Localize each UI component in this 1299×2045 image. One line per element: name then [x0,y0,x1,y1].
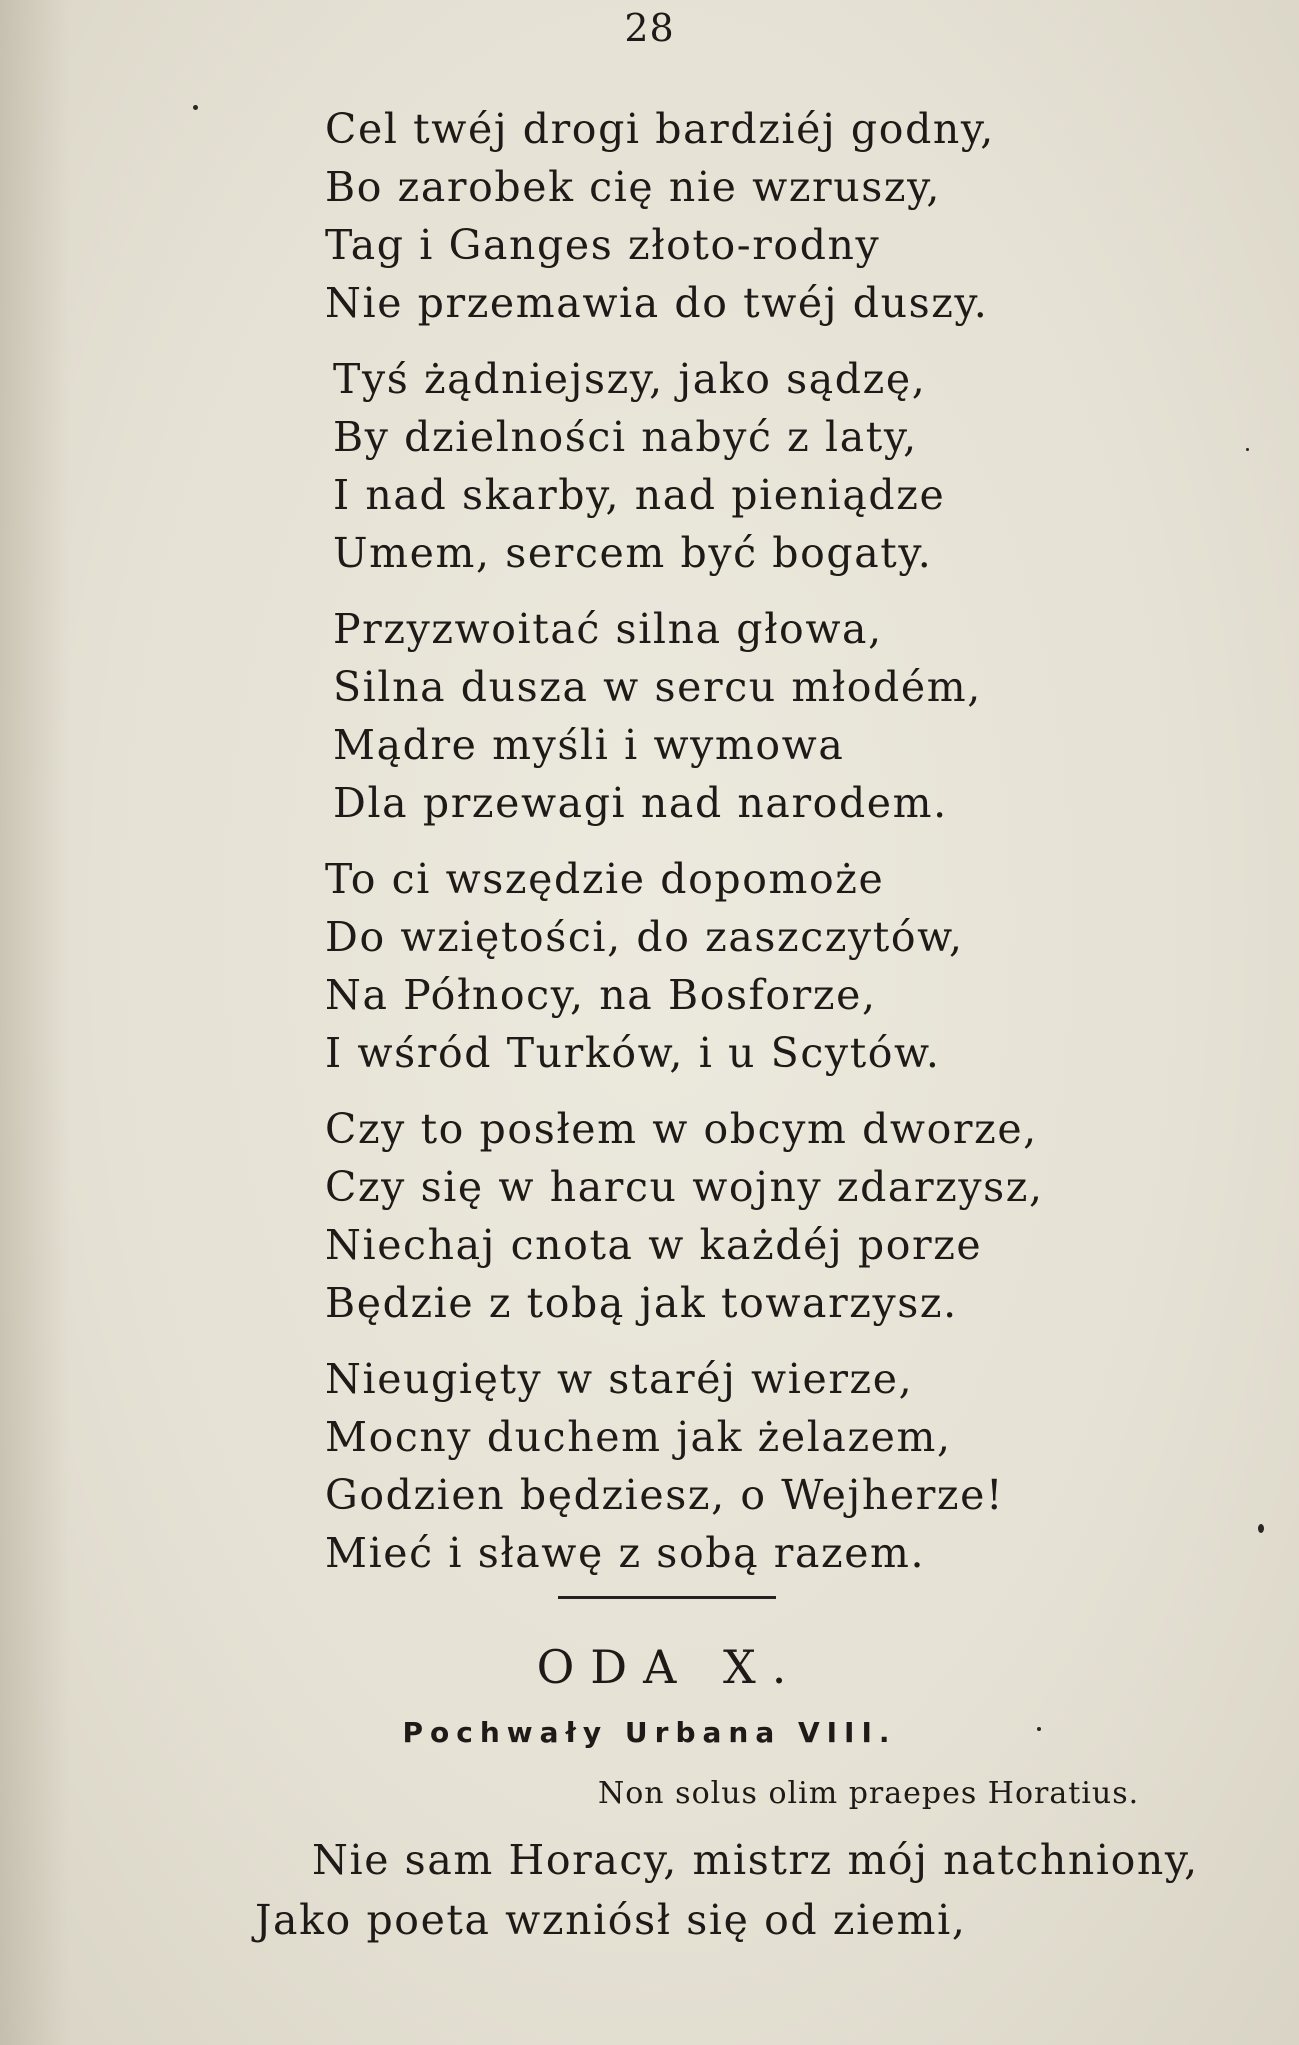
verse-line: Czy się w harcu wojny zdarzysz, [325,1163,1044,1211]
stanza-2 [325,350,1225,582]
verse-line: Cel twéj drogi bardziéj godny, [325,105,995,153]
section-divider [558,1596,776,1599]
ode-verse-line: Nie sam Horacy, mistrz mój natchniony, [312,1836,1199,1884]
verse-line: Bo zarobek cię nie wzruszy, [325,163,942,211]
verse-line: Będzie z tobą jak towarzysz. [325,1279,958,1327]
verse-line: I wśród Turków, i u Scytów. [325,1029,941,1077]
verse-line: Mocny duchem jak żelazem, [325,1413,952,1461]
ink-speck [193,105,198,110]
verse-line: Do wziętości, do zaszczytów, [325,913,964,961]
verse-line: Dla przewagi nad narodem. [333,779,948,827]
verse-line: Umem, sercem być bogaty. [333,529,933,577]
verse-line: Tyś żądniejszy, jako sądzę, [333,355,927,403]
verse-line: Nie przemawia do twéj duszy. [325,279,989,327]
verse-line: I nad skarby, nad pieniądze [333,471,946,519]
ink-speck [1258,1524,1264,1533]
stanza-6 [325,1350,1225,1582]
verse-line: Niechaj cnota w każdéj porze [325,1221,983,1269]
stanza-4 [325,850,1225,1082]
ode-verse-line: Jako poeta wzniósł się od ziemi, [255,1896,967,1944]
ode-subtitle: Pochwały Urbana VIII. [402,1716,897,1749]
verse-line: Nieugięty w staréj wierze, [325,1355,914,1403]
verse-line: Czy to posłem w obcym dworze, [325,1105,1038,1153]
ink-speck [1246,448,1249,451]
page-number: 28 [624,6,675,50]
ode-title: ODA X. [536,1640,803,1694]
verse-line: Przyzwoitać silna głowa, [333,605,883,653]
verse-line: Godzien będziesz, o Wejherze! [325,1471,1005,1519]
stanza-3 [325,600,1225,832]
verse-line: By dzielności nabyć z laty, [333,413,918,461]
stanza-5 [325,1100,1225,1332]
verse-line: Silna dusza w sercu młodém, [333,663,982,711]
ink-speck [1037,1727,1041,1731]
verse-line: To ci wszędzie dopomoże [325,855,885,903]
verse-line: Tag i Ganges złoto-rodny [325,221,881,269]
verse-line: Mądre myśli i wymowa [333,721,845,769]
verse-line: Na Północy, na Bosforze, [325,971,877,1019]
verse-line: Mieć i sławę z sobą razem. [325,1529,926,1577]
stanza-1 [325,100,1225,332]
epigraph: Non solus olim praepes Horatius. [598,1776,1140,1811]
